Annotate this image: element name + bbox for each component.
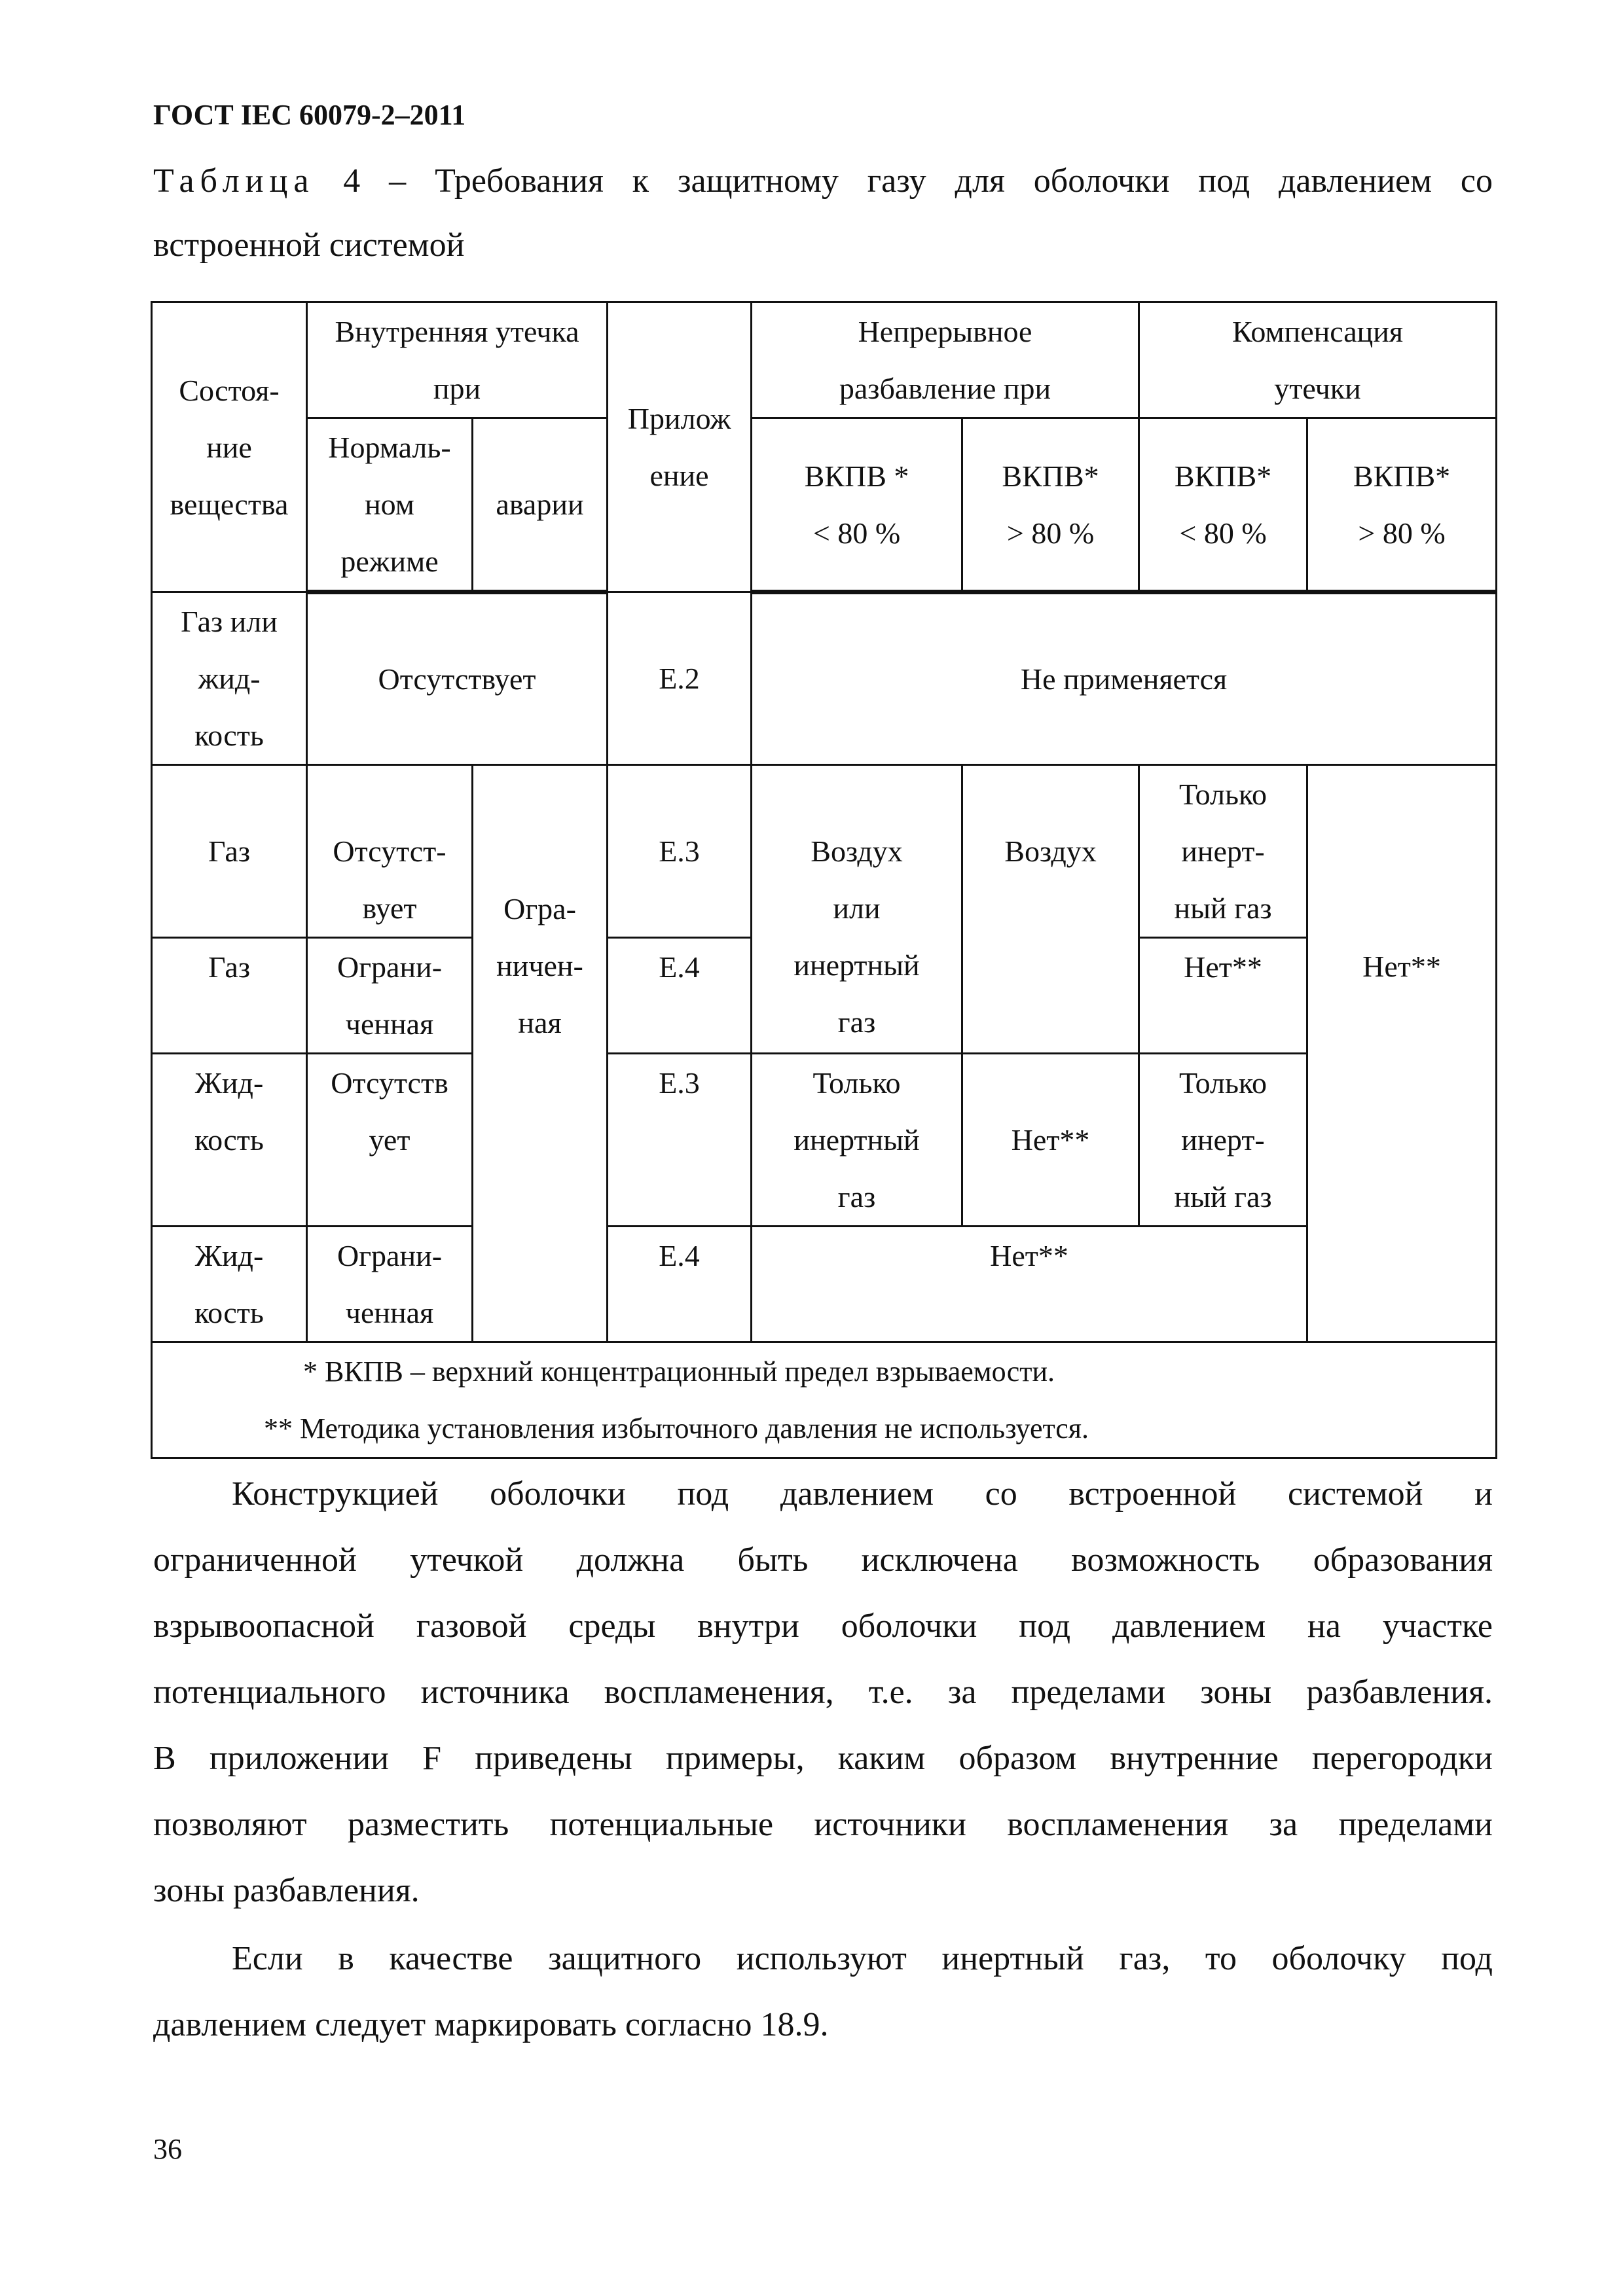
row4-annex: Е.3 — [608, 1054, 752, 1227]
header-annex: Прилож ение — [608, 302, 752, 592]
footnote-1: * ВКПВ – верхний концентрационный предел взрываемости. — [303, 1355, 1055, 1388]
header-state: Состоя- ние вещества — [152, 302, 307, 592]
caption-line-1 — [153, 149, 1493, 213]
row2-normal: Отсутст- вует — [307, 765, 473, 938]
row4-normal: Отсутств ует — [307, 1054, 473, 1227]
header-leak-compensation: Компенсация утечки — [1139, 302, 1497, 418]
paragraph-1-line-2: ограниченной утечкой должна быть исключена возможность образования — [153, 1541, 1493, 1579]
row4-dilution-gt: Нет** — [962, 1054, 1139, 1227]
caption-line-2: встроенной системой — [153, 226, 465, 264]
header-vkpv-gt-80-compensation: ВКПВ* > 80 % — [1307, 418, 1497, 592]
paragraph-1-line-7: зоны разбавления. — [153, 1872, 420, 1909]
row3-annex: Е.4 — [608, 938, 752, 1054]
row2-state: Газ — [152, 765, 307, 938]
header-internal-leak: Внутренняя утечка при — [307, 302, 608, 418]
compensation-gt-net: Нет** — [1307, 765, 1497, 1342]
footnote-2: ** Методика установления избыточного давления не используется. — [264, 1412, 1089, 1444]
paragraph-1-line-3: взрывоопасной газовой среды внутри оболочки под давлением на участке — [153, 1607, 1493, 1645]
dilution-air: Воздух — [962, 765, 1139, 1054]
row3-compensation: Нет** — [1139, 938, 1307, 1054]
row4-compensation: Только инерт- ный газ — [1139, 1054, 1307, 1227]
requirements-table — [151, 301, 1497, 1459]
row5-normal: Ограни- ченная — [307, 1227, 473, 1342]
row3-state: Газ — [152, 938, 307, 1054]
row5-annex: Е.4 — [608, 1227, 752, 1342]
row3-normal: Ограни- ченная — [307, 938, 473, 1054]
row4-dilution-lt: Только инертный газ — [752, 1054, 962, 1227]
header-vkpv-lt-80-compensation: ВКПВ* < 80 % — [1139, 418, 1307, 592]
paragraph-2 — [153, 1926, 1493, 2058]
document-header: ГОСТ IEC 60079-2–2011 — [153, 99, 466, 131]
paragraph-1-line-5: В приложении F приведены примеры, каким образом внутренние перегородки — [153, 1740, 1493, 1777]
row1-leak: Отсутствует — [307, 592, 608, 765]
header-vkpv-gt-80-dilution: ВКПВ* > 80 % — [962, 418, 1139, 592]
accident-limited: Огра- ничен- ная — [473, 765, 608, 1342]
row5-net: Нет** — [752, 1227, 1307, 1342]
row1-state: Газ или жид- кость — [152, 592, 307, 765]
row4-state: Жид- кость — [152, 1054, 307, 1227]
header-continuous-dilution: Непрерывное разбавление при — [752, 302, 1139, 418]
header-vkpv-lt-80-dilution: ВКПВ * < 80 % — [752, 418, 962, 592]
dilution-air-or-inert: Воздух или инертный газ — [752, 765, 962, 1054]
caption-prefix: Таблица — [153, 162, 315, 200]
table-caption — [153, 149, 1493, 278]
paragraph-1-line-4: потенциального источника воспламенения, т.е. за пределами зоны разбавления. — [153, 1674, 1493, 1711]
row2-annex: Е.3 — [608, 765, 752, 938]
header-accident: аварии — [473, 418, 608, 592]
row2-compensation: Только инерт- ный газ — [1139, 765, 1307, 938]
row1-annex: Е.2 — [608, 592, 752, 765]
row5-state: Жид- кость — [152, 1227, 307, 1342]
caption-title: 4 – Требования к защитному газу для оболочки под давлением со — [314, 162, 1493, 200]
paragraph-2-line-2: давлением следует маркировать согласно 18.9. — [153, 2006, 829, 2043]
paragraph-1 — [153, 1461, 1493, 1924]
paragraph-1-line-6: позволяют разместить потенциальные источники воспламенения за пределами — [153, 1806, 1493, 1843]
paragraph-1-line-1: Конструкцией оболочки под давлением со встроенной системой и — [232, 1475, 1493, 1513]
paragraph-2-line-1: Если в качестве защитного используют инертный газ, то оболочку под — [232, 1940, 1493, 1977]
row1-not-applicable: Не применяется — [752, 592, 1497, 765]
header-normal-mode: Нормаль- ном режиме — [307, 418, 473, 592]
table-footnotes — [152, 1342, 1497, 1458]
page-number: 36 — [153, 2133, 182, 2165]
